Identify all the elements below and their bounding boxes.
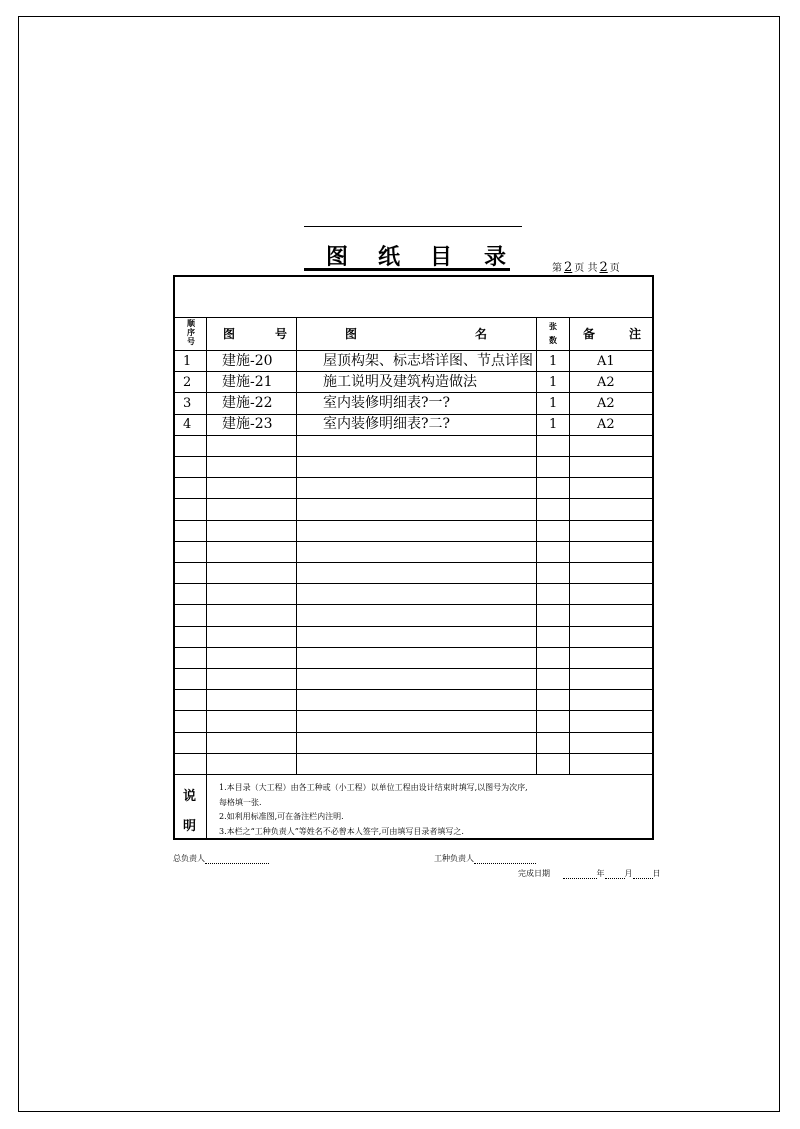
row-rule	[175, 456, 652, 457]
row-rule	[175, 689, 652, 690]
row-rule	[175, 626, 652, 627]
header-drawing-name-char: 图	[345, 327, 358, 341]
row-2-remark: A2	[597, 375, 615, 390]
discipline-label: 工种负责人	[434, 854, 474, 863]
note-line: 每格填一张.	[219, 797, 262, 807]
row-1-remark: A1	[597, 354, 615, 369]
title-char: 纸	[378, 244, 401, 270]
page-suffix: 页	[609, 263, 620, 274]
notes-divider	[206, 774, 207, 840]
header-remarks-char: 注	[629, 327, 642, 341]
date-line	[605, 870, 625, 879]
discipline-signature	[434, 853, 536, 864]
completion-date	[518, 868, 661, 879]
row-rule	[175, 520, 652, 521]
row-1-drawing-name: 屋顶构架、标志塔详图、节点详图	[323, 353, 533, 369]
row-4-seq: 4	[183, 417, 192, 432]
row-2-sheets: 1	[549, 375, 558, 390]
day-label: 日	[652, 869, 661, 878]
row-3-drawing-no: 建施-22	[222, 395, 273, 411]
page-mid: 页 共	[574, 263, 598, 274]
chief-label: 总负责人	[173, 854, 205, 863]
header-remarks-char: 备	[583, 327, 596, 341]
header-drawing-name	[299, 319, 535, 351]
row-rule	[175, 541, 652, 542]
row-4-sheets: 1	[549, 417, 558, 432]
date-line	[563, 870, 597, 879]
row-rule	[175, 604, 652, 605]
header-top-rule	[175, 317, 652, 318]
header-sheets	[538, 319, 568, 351]
note-line: 3.本栏之“工种负责人”等姓名不必曾本人签字,可由填写目录者填写之.	[219, 826, 464, 836]
notes-top-rule	[175, 774, 652, 775]
title-char: 目	[430, 244, 453, 270]
header-remarks	[571, 319, 655, 351]
row-rule	[175, 647, 652, 648]
date-label: 完成日期	[518, 869, 550, 878]
note-line: 1.本目录（大工程）由各工种或（小工程）以单位工程由设计结束时填写,以图号为次序,	[219, 783, 528, 792]
row-4-drawing-name: 室内装修明细表?二?	[323, 416, 451, 432]
col-divider	[296, 317, 297, 774]
header-sheets-char: 张	[549, 321, 557, 331]
row-1-sheets: 1	[549, 354, 558, 369]
notes-label-char: 明	[183, 819, 197, 834]
row-3-sheets: 1	[549, 396, 558, 411]
signature-line	[474, 855, 536, 864]
header-seq	[178, 319, 204, 351]
header-seq-char: 序	[187, 327, 195, 337]
title-underline	[304, 268, 510, 271]
row-rule	[175, 732, 652, 733]
drawing-index-table	[173, 275, 654, 840]
notes-label-char: 说	[183, 789, 197, 804]
header-sheets-char: 数	[549, 335, 557, 345]
row-rule	[175, 668, 652, 669]
row-3-seq: 3	[183, 396, 192, 411]
header-drawing-name-char: 名	[475, 327, 488, 341]
row-2-drawing-name: 施工说明及建筑构造做法	[323, 374, 477, 390]
row-rule	[175, 753, 652, 754]
page-total: 2	[599, 260, 608, 275]
row-4-drawing-no: 建施-23	[222, 416, 273, 432]
page-current: 2	[564, 260, 573, 275]
note-line: 2.如利用标准图,可在备注栏内注明.	[219, 812, 344, 821]
row-rule	[175, 562, 652, 563]
row-2-drawing-no: 建施-21	[222, 374, 273, 390]
header-drawing-no-char: 号	[275, 327, 288, 341]
header-drawing-no	[209, 319, 295, 351]
row-1-seq: 1	[183, 354, 192, 369]
date-line	[633, 870, 653, 879]
row-2-seq: 2	[183, 375, 192, 390]
title-char: 图	[326, 244, 349, 270]
row-rule	[175, 583, 652, 584]
row-1-drawing-no: 建施-20	[222, 353, 273, 369]
col-divider	[536, 317, 537, 774]
page-info	[552, 259, 620, 275]
col-divider	[569, 317, 570, 774]
row-rule	[175, 710, 652, 711]
col-divider	[206, 317, 207, 774]
row-rule	[175, 477, 652, 478]
row-rule	[175, 498, 652, 499]
row-4-remark: A2	[597, 417, 615, 432]
year-label: 年	[596, 869, 605, 878]
header-seq-char: 号	[187, 336, 195, 346]
chief-signature	[173, 853, 269, 864]
title-char: 录	[484, 244, 507, 270]
row-3-remark: A2	[597, 396, 615, 411]
notes-text	[219, 781, 528, 839]
month-label: 月	[624, 869, 633, 878]
header-seq-char: 顺	[187, 318, 195, 328]
header-drawing-no-char: 图	[223, 327, 236, 341]
row-3-drawing-name: 室内装修明细表?一?	[323, 395, 451, 411]
signature-line	[205, 855, 269, 864]
title-top-rule	[304, 226, 522, 227]
page-prefix: 第	[552, 263, 562, 274]
